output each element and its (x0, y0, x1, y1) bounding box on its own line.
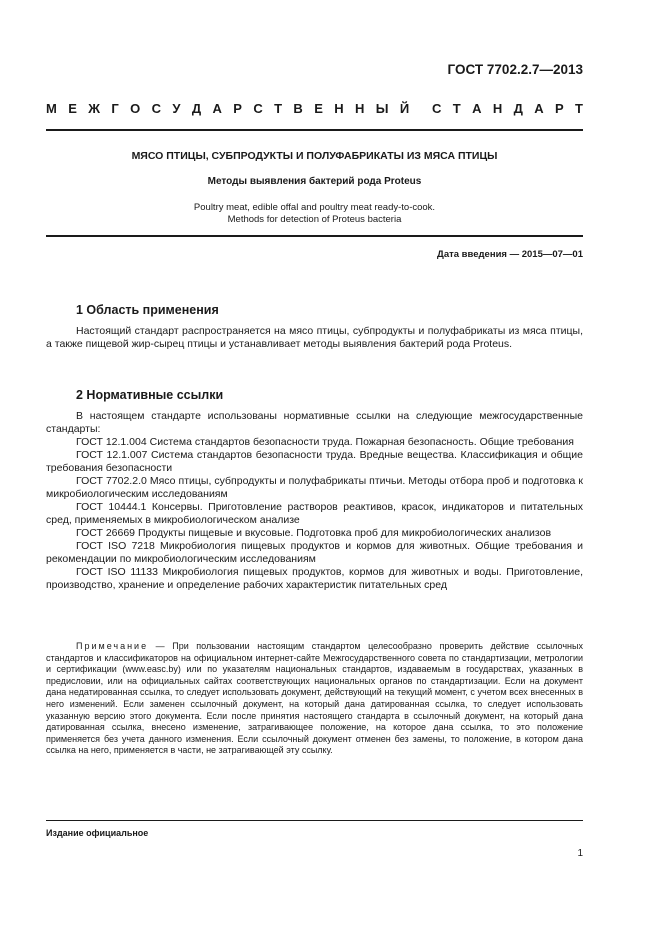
note-text: — При пользовании настоящим стандартом целесообразно проверить действие ссылочных стандартов и классификаторов на официальном интернет-сайте Межгосударственного совета по стандартизации, метрологии и сертификации (www.easc.by) или по указателям национальных стандартов, издаваемым в государствах, указанных в предисловии, или на официальных сайтах соответствующих национальных органов по стандартизации. Если на документ дана недатированная ссылка, то следует использовать документ, действующий на текущий момент, с учетом всех внесенных в него изменений. Если заменен ссылочный документ, на который дана датированная ссылка, то следует использовать указанную версию этого документа. Если после принятия настоящего стандарта в ссылочный документ, на который дана датированная ссылка, внесено изменение, затрагивающее положение, на которое дана ссылка, то это положение применяется без учета данного изменения. Если ссылочный документ отменен без замены, то положение, в котором дана ссылка на него, применяется в части, не затрагивающей эту ссылку. (46, 641, 583, 756)
banner-letter: С (253, 101, 263, 116)
reference-text: ГОСТ ISO 7218 Микробиология пищевых продуктов и кормов для животных. Общие требования и рекомендации по микробиологическим исследованиям (46, 540, 583, 565)
banner-letter: А (534, 101, 544, 116)
introduction-date: Дата введения — 2015—07—01 (437, 249, 583, 260)
section-1-text (46, 325, 583, 351)
interstate-standard-banner (46, 101, 583, 116)
reference-text: ГОСТ 10444.1 Консервы. Приготовление растворов реактивов, красок, индикаторов и питательных сред, применяемых в микробиологическом анализе (46, 501, 583, 526)
banner-letter: Д (513, 101, 523, 116)
document-subtitle: Методы выявления бактерий рода Proteus (207, 176, 422, 187)
section-1-heading: 1 Область применения (76, 303, 219, 317)
note-block (46, 641, 583, 757)
note-label: Примечание (76, 641, 149, 651)
reference-item (46, 436, 583, 449)
banner-letter: Н (492, 101, 503, 116)
banner-letter: С (151, 101, 162, 116)
title-divider (46, 235, 583, 237)
banner-letter: Т (575, 101, 583, 116)
banner-letter: Т (274, 101, 283, 116)
reference-text: ГОСТ 12.1.004 Система стандартов безопасности труда. Пожарная безопасность. Общие требования (76, 436, 574, 448)
english-title-line-1: Poultry meat, edible offal and poultry meat ready-to-cook. (193, 202, 436, 213)
banner-letter: Д (191, 101, 202, 116)
reference-item (46, 449, 583, 475)
banner-letter: Н (334, 101, 344, 116)
banner-letter: Ж (88, 101, 101, 116)
section-2-heading: 2 Нормативные ссылки (76, 388, 224, 402)
document-title: МЯСО ПТИЦЫ, СУБПРОДУКТЫ И ПОЛУФАБРИКАТЫ ИЗ МЯСА ПТИЦЫ (131, 150, 498, 162)
reference-text: В настоящем стандарте использованы нормативные ссылки на следующие межгосударственные стандарты: (46, 410, 583, 435)
section-1-body: Настоящий стандарт распространяется на мясо птицы, субпродукты и полуфабрикаты из мяса птицы, а также пищевой жир-сырец птицы и устанавливает методы выявления бактерий рода Proteus. (46, 325, 583, 350)
banner-letter: У (172, 101, 181, 116)
banner-letter: В (293, 101, 303, 116)
references-intro (46, 410, 583, 436)
banner-letter: Г (111, 101, 119, 116)
english-title-line-2: Methods for detection of Proteus bacteria (227, 214, 402, 225)
reference-text: ГОСТ 26669 Продукты пищевые и вкусовые. Подготовка проб для микробиологических анализов (76, 527, 552, 539)
page-number: 1 (577, 848, 583, 859)
banner-letter: А (212, 101, 222, 116)
banner-letter: Е (314, 101, 323, 116)
banner-letter: М (46, 101, 57, 116)
section-2-references (46, 410, 583, 592)
banner-letter: Е (68, 101, 77, 116)
english-title (46, 202, 583, 226)
reference-text: ГОСТ 12.1.007 Система стандартов безопасности труда. Вредные вещества. Классификация и общие требования безопасности (46, 449, 583, 474)
banner-letter: Р (555, 101, 564, 116)
banner-letter: Н (355, 101, 365, 116)
banner-letter: Т (452, 101, 461, 116)
reference-text: ГОСТ ISO 11133 Микробиология пищевых продуктов, кормов для животных и воды. Приготовление, производство, хранение и определение рабочих характеристик питательных сред (46, 566, 583, 591)
header-divider (46, 129, 583, 131)
banner-letter: А (472, 101, 482, 116)
banner-letter: Ы (375, 101, 389, 116)
reference-item (46, 540, 583, 566)
banner-letter: Р (233, 101, 242, 116)
banner-letter: О (130, 101, 141, 116)
reference-item (46, 475, 583, 501)
reference-item (46, 566, 583, 592)
reference-item (46, 501, 583, 527)
banner-letter: Й (399, 101, 410, 116)
document-code: ГОСТ 7702.2.7—2013 (447, 62, 583, 77)
reference-text: ГОСТ 7702.2.0 Мясо птицы, субпродукты и полуфабрикаты птичьи. Методы отбора проб и подготовка к микробиологическим исследованиям (46, 475, 583, 500)
official-edition-label: Издание официальное (46, 828, 149, 838)
footer-divider (46, 820, 583, 821)
reference-item (46, 527, 583, 540)
banner-letter: С (431, 101, 442, 116)
